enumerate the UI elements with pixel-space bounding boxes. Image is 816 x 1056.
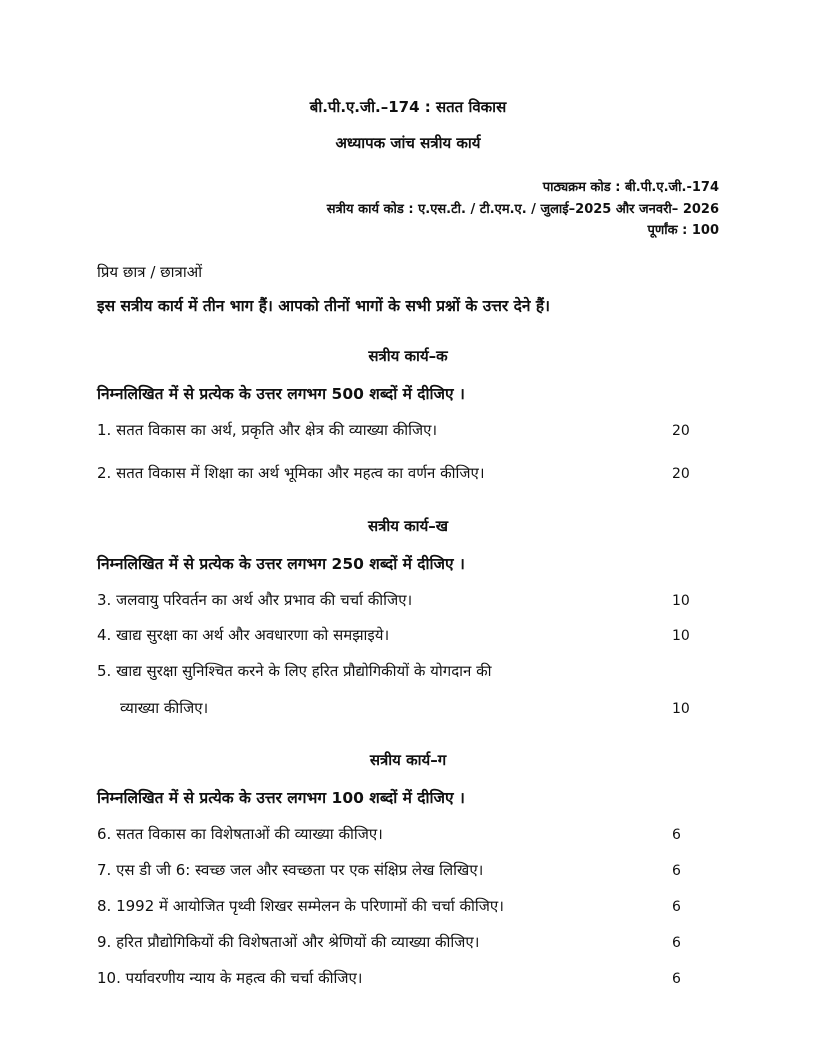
question-1: 1. सतत विकास का अर्थ, प्रकृति और क्षेत्र की व्याख्या कीजिए। bbox=[97, 421, 438, 439]
assignment-code: सत्रीय कार्य कोड : ए.एस.टी. / टी.एम.ए. / जुलाई–2025 और जनवरी– 2026 bbox=[326, 202, 719, 217]
question-2-marks: 20 bbox=[672, 466, 690, 482]
section-title-b: सत्रीय कार्य–ख bbox=[367, 517, 449, 535]
question-6-marks: 6 bbox=[672, 827, 681, 843]
max-marks: पूर्णांक : 100 bbox=[647, 223, 719, 238]
question-3: 3. जलवायु परिवर्तन का अर्थ और प्रभाव की चर्चा कीजिए। bbox=[97, 591, 413, 609]
question-1-marks: 20 bbox=[672, 423, 690, 439]
question-8-marks: 6 bbox=[672, 899, 681, 915]
general-instruction: इस सत्रीय कार्य में तीन भाग हैं। आपको तीनों भागों के सभी प्रश्नों के उत्तर देने हैं। bbox=[97, 297, 550, 315]
question-8: 8. 1992 में आयोजित पृथ्वी शिखर सम्मेलन के परिणामों की चर्चा कीजिए। bbox=[97, 897, 504, 915]
section-instruction-a: निम्नलिखित में से प्रत्येक के उत्तर लगभग 500 शब्दों में दीजिए । bbox=[97, 385, 465, 403]
question-9-marks: 6 bbox=[672, 935, 681, 951]
question-7-marks: 6 bbox=[672, 863, 681, 879]
document-subtitle: अध्यापक जांच सत्रीय कार्य bbox=[335, 134, 481, 152]
section-instruction-b: निम्नलिखित में से प्रत्येक के उत्तर लगभग 250 शब्दों में दीजिए । bbox=[97, 555, 465, 573]
section-title-a: सत्रीय कार्य–क bbox=[368, 347, 448, 365]
question-4: 4. खाद्य सुरक्षा का अर्थ और अवधारणा को समझाइये। bbox=[97, 626, 390, 644]
salutation: प्रिय छात्र / छात्राओं bbox=[97, 263, 203, 281]
course-code: पाठ्यक्रम कोड : बी.पी.ए.जी.-174 bbox=[542, 180, 719, 195]
question-5-continuation: व्याख्या कीजिए। bbox=[120, 699, 209, 717]
question-10: 10. पर्यावरणीय न्याय के महत्व की चर्चा कीजिए। bbox=[97, 969, 363, 987]
question-3-marks: 10 bbox=[672, 593, 690, 609]
section-title-c: सत्रीय कार्य–ग bbox=[369, 751, 447, 769]
question-6: 6. सतत विकास का विशेषताओं की व्याख्या कीजिए। bbox=[97, 825, 383, 843]
section-instruction-c: निम्नलिखित में से प्रत्येक के उत्तर लगभग 100 शब्दों में दीजिए । bbox=[97, 789, 465, 807]
question-9: 9. हरित प्रौद्योगिकियों की विशेषताओं और श्रेणियों की व्याख्या कीजिए। bbox=[97, 933, 480, 951]
document-title: बी.पी.ए.जी.–174 : सतत विकास bbox=[309, 98, 507, 116]
question-5: 5. खाद्य सुरक्षा सुनिश्चित करने के लिए हरित प्रौद्योगिकीयों के योगदान की bbox=[97, 662, 492, 680]
question-10-marks: 6 bbox=[672, 971, 681, 987]
question-5-marks: 10 bbox=[672, 701, 690, 717]
question-2: 2. सतत विकास में शिक्षा का अर्थ भूमिका और महत्व का वर्णन कीजिए। bbox=[97, 464, 485, 482]
question-4-marks: 10 bbox=[672, 628, 690, 644]
question-7: 7. एस डी जी 6: स्वच्छ जल और स्वच्छता पर एक संक्षिप्र लेख लिखिए। bbox=[97, 861, 484, 879]
